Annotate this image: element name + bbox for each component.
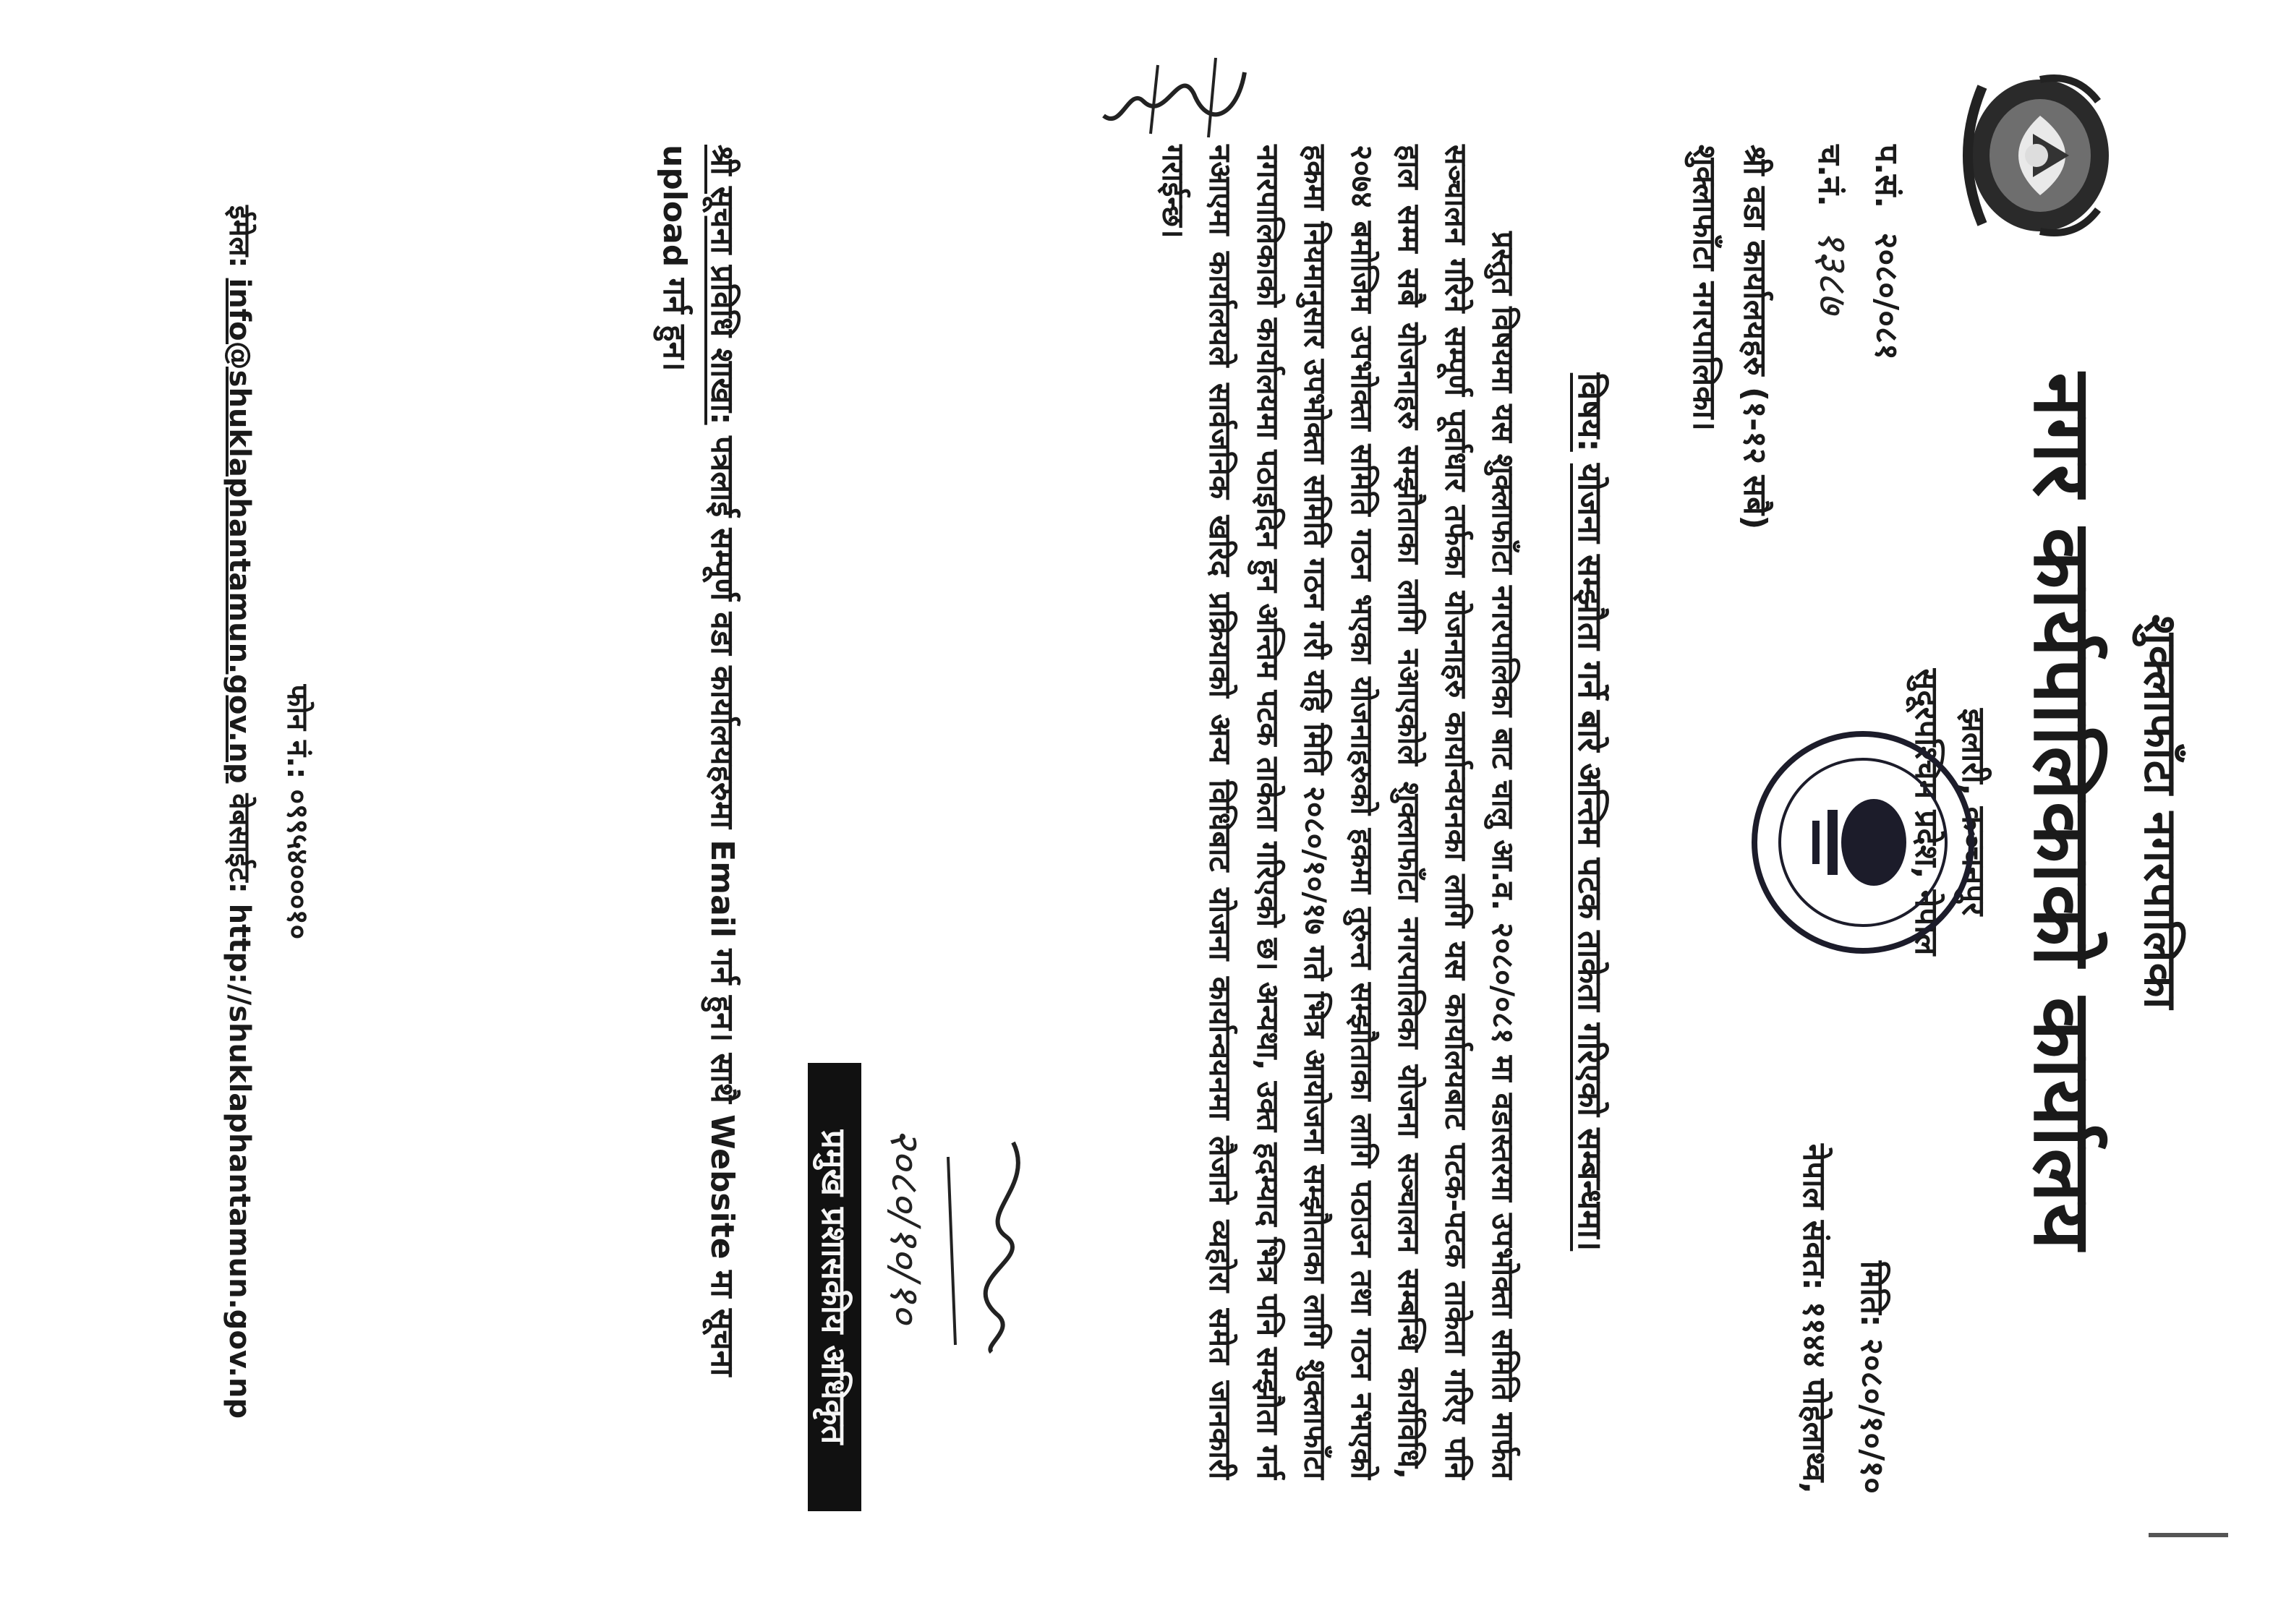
- date-label: मिति:: [1854, 1260, 1890, 1328]
- phone-label: फोन नं.:: [281, 684, 314, 779]
- cc-label: श्री सूचना प्रविधि शाखा:: [704, 145, 741, 425]
- email-link[interactable]: info@shuklaphantamun.gov.np: [223, 278, 256, 784]
- website-link[interactable]: http://shuklaphantamun.gov.np: [223, 903, 256, 1419]
- office-name: नगर कार्यपालिकाको कार्यालय: [2016, 372, 2109, 1252]
- nepal-era-label: नेपाल संवत:: [1796, 1143, 1833, 1291]
- office-address-line1: झलारी, कञ्चनपुर: [1955, 708, 1992, 916]
- cc-text: पत्रलाई सम्पूर्ण वडा कार्यालयहरुमा Email गर्न हुन। साथै Website मा सूचना upload गर्न हुन।: [656, 145, 741, 1377]
- margin-signature-icon: [1093, 43, 1259, 152]
- subject-line: [1569, 0, 1613, 1624]
- recipient-block: [1678, 145, 1780, 529]
- body-paragraph: प्रस्तुत विषयमा यस शुक्लाफाँटा नगरपालिका बाट चालु आ.व. २०८०/०८१ मा वडास्तरमा उपभोक्ता समिति मार्फत सञ्चालन गरिने सम्पूर्ण पूर्वाधार तर्फका योजनाहरु कार्यान्वयनका लागि यस कार्यालयबाट पटक-पटक ताकेता गरिए पनि हाल सम्म सबै योजनाहरु सम्झौताका लागि नआएकोले शुक्लाफाँटा नगरपालिका योजना सञ्चालन सम्बन्धि कार्यविधि, २०७४ बमोजिम उपभोक्ता समिति गठन भएका योजनाहरुको हकमा तुरुन्त सम्झौताका लागि पठाउन तथा गठन नभएको हकमा नियमानुसार उपभोक्ता समिति गठन गरी यहि मिति २०८०/१०/१७ गते भित्र आयोजना सम्झौताका लागि शुक्लाफाँटा नगरपालिकाको कार्यालयमा पठाइदिन हुन अन्तिम पटक ताकेता गरिएको छ। अन्यथा, उक्त हदम्याद भित्र पनि सम्झौता गर्न नआएमा कार्यालयले सार्वजनिक खरिद प्रक्रियाको अन्य विधिबाट योजना कार्यान्वयनमा लैजाने व्यहोरा समेत जानकारी गराईन्छ।: [1156, 145, 1521, 1479]
- letter-number-value: २०८०/०८१: [1868, 232, 1905, 360]
- reference-block: [1801, 145, 1910, 360]
- letter-date: [1852, 1261, 1895, 1494]
- cc-note: [650, 145, 746, 1465]
- signature-handwritten-date: २०८०/१०/१०: [881, 1128, 928, 1324]
- office-address-line2: सुदूरपश्चिम प्रदेश, नेपाल: [1908, 668, 1945, 956]
- dispatch-number: [1801, 145, 1862, 360]
- letter-number-label: प.सं.: [1868, 145, 1905, 209]
- footer-phone: [279, 0, 319, 1624]
- subject-label: विषय:: [1571, 372, 1610, 452]
- dispatch-number-value: १३८७: [1809, 229, 1856, 314]
- dispatch-number-label: च.नं.: [1811, 145, 1848, 207]
- office-round-stamp-icon: [1744, 723, 1982, 962]
- signature-icon: [926, 1128, 1042, 1359]
- letter-number: [1862, 145, 1910, 360]
- date-value: २०८०/१०/१०: [1854, 1338, 1890, 1494]
- email-label: ईमेल:: [223, 205, 256, 268]
- nepal-era-value: ११४४ पोहेलाथ्व,: [1796, 1302, 1833, 1494]
- nepal-era-date: [1794, 1144, 1838, 1494]
- subject-text: योजना सम्झौता गर्ने बारे अन्तिम पटक ताकेता गरिएको सम्बन्धमा।: [1571, 463, 1610, 1252]
- website-label: वेबसाईट:: [223, 793, 256, 894]
- footer-contact: [221, 0, 261, 1624]
- signatory-title: प्रमुख प्रशासकीय अधिकृत: [808, 1063, 861, 1511]
- phone-value: ०९९५४०००१०: [281, 789, 314, 940]
- recipient-line1: श्री वडा कार्यालयहरु (१-१२ सबै): [1736, 145, 1773, 530]
- organization-name: शुक्लाफाँटा नगरपालिका: [2134, 614, 2187, 1010]
- recipient-line2: शुक्लाफाँटा नगरपालिका।: [1685, 145, 1723, 432]
